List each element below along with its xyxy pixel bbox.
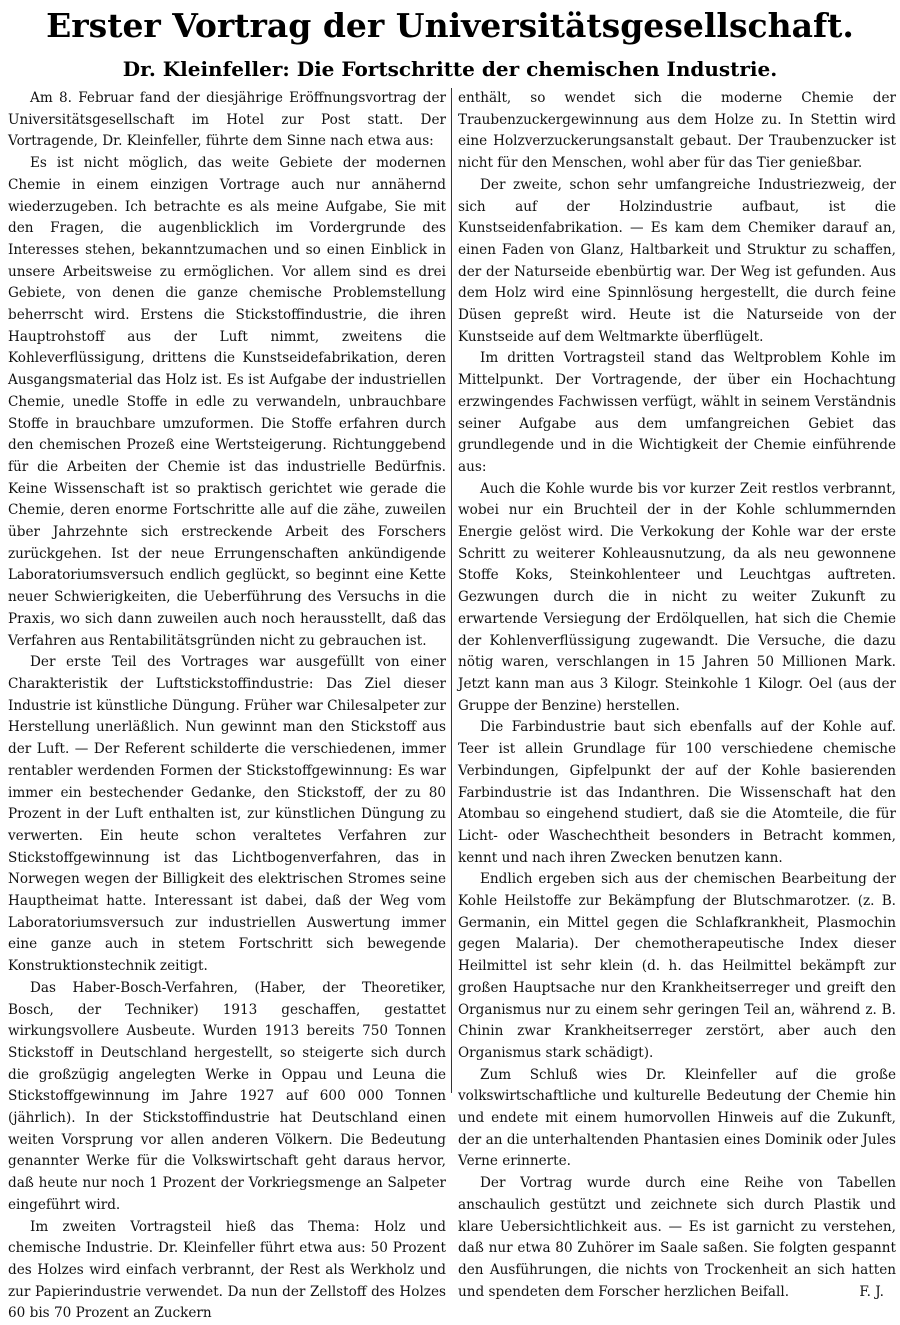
paragraph: Im zweiten Vortragsteil hieß das Thema: Holz und chemische Industrie. Dr. Kleinfeller führt etwa aus: 50 Prozent des Holzes wird einfach verbrannt, der Rest als Werkholz und zur Papierindustrie verwendet. Da nun der Zellstoff des Holzes 60 bis 70 Prozent an Zuckern — [8, 1218, 446, 1322]
paragraph: Der zweite, schon sehr umfangreiche Industriezweig, der sich auf der Holzindustrie aufbaut, ist die Kunstseidenfabrikation. — Es kam dem Chemiker darauf an, einen Faden von Glanz, Haltbarkeit und Struktur zu schaffen, der der Naturseide ebenbürtig war. Der Weg ist gefunden. Aus dem Holz wird eine Spinnlösung hergestellt, die durch feine Düsen gepreßt wird. Heute ist die Naturseide von der Kunstseide auf dem Weltmarkte überflügelt. — [458, 176, 896, 345]
paragraph-continued: enthält, so wendet sich die moderne Chemie der Traubenzuckergewinnung aus dem Holze zu. In Stettin wird eine Holzverzuckerungsanstalt gebaut. Der Traubenzucker ist nicht für den Menschen, wohl aber für das Tier genießbar. — [458, 90, 896, 172]
paragraph: Endlich ergeben sich aus der chemischen Bearbeitung der Kohle Heilstoffe zur Bekämpfung der Blutschmarotzer. (z. B. Germanin, ein Mittel gegen die Schlafkrankheit, Plasmochin gegen Malaria). Der chemotherapeutische Index dieser Heilmittel ist sehr klein (d. h. das Heilmittel bekämpft zur großen Hauptsache nur den Krankheitserreger und greift den Organismus nur zu einem sehr geringen Teil an, während z. B. Chinin zwar Krankheitserreger zerstört, aber auch den Organismus stark schädigt). — [458, 871, 896, 1061]
column-divider — [451, 88, 452, 1093]
subheadline: Dr. Kleinfeller: Die Fortschritte der chemischen Industrie. — [122, 57, 778, 81]
paragraph: Der erste Teil des Vortrages war ausgefüllt von einer Charakteristik der Luftstickstoffindustrie: Das Ziel dieser Industrie ist künstliche Düngung. Früher war Chilesalpeter zur Herstellung unerläßlich. Nun gewinnt man den Stickstoff aus der Luft. — Der Referent schilderte die verschiedenen, immer rentabler werdenden Formen der Stickstoffgewinnung: Es war immer ein bestechender Gedanke, den Stickstoff, der zu 80 Prozent in der Luft enthalten ist, zur künstlichen Düngung zu verwerten. Ein heute schon veraltetes Verfahren zur Stickstoffgewinnung ist das Lichtbogenverfahren, das in Norwegen wegen der Billigkeit des elektrischen Stromes seine Hauptheimat hatte. Interessant ist dabei, daß der Weg vom Laboratoriumsversuch zur industriellen Auswertung immer eine ganze auch in stetem Fortschritt sich bewegende Konstruktionstechnik zeitigt. — [8, 654, 446, 975]
paragraph: Die Farbindustrie baut sich ebenfalls auf der Kohle auf. Teer ist allein Grundlage für 100 verschiedene chemische Verbindungen, Gipfelpunkt der auf der Kohle basierenden Farbindustrie ist das Indanthren. Die Wissenschaft hat den Atombau so eingehend studiert, daß sie die Atomteile, die für Licht- oder Waschechtheit besonders in Betracht kommen, kennt und nach ihren Zwecken benutzen kann. — [458, 719, 896, 866]
paragraph: Zum Schluß wies Dr. Kleinfeller auf die große volkswirtschaftliche und kulturelle Bedeutung der Chemie hin und endete mit einem humorvollen Hinweis auf die Zukunft, der an die unterhaltenden Phantasien eines Dominik oder Jules Verne erinnerte. — [458, 1066, 896, 1170]
paragraph: Am 8. Februar fand der diesjährige Eröffnungsvortrag der Universitätsgesellschaft im Hotel zur Post statt. Der Vortragende, Dr. Kleinfeller, führte dem Sinne nach etwa aus: — [8, 90, 446, 150]
paragraph: Der Vortrag wurde durch eine Reihe von Tabellen anschaulich gestützt und zeichnete sich durch Plastik und klare Uebersichtlichkeit aus. — Es ist garnicht zu verstehen, daß nur etwa 80 Zuhörer im Saale saßen. Sie folgten gespannt den Ausführungen, die nichts von Trockenheit an sich hatten und spendeten dem Forscher herzlichen Beifall. — [458, 1175, 896, 1300]
article-column-left — [8, 88, 446, 1325]
article-column-right — [458, 88, 896, 1303]
headline: Erster Vortrag der Universitätsgesellschaft. — [46, 6, 854, 45]
paragraph: Auch die Kohle wurde bis vor kurzer Zeit restlos verbrannt, wobei nur ein Bruchteil der in der Kohle schlummernden Energie gelöst wird. Die Verkokung der Kohle war der erste Schritt zu weiterer Kohleausnutzung, da als neu gewonnene Stoffe Koks, Steinkohlenteer und Leuchtgas auftreten. Gezwungen durch die in nicht zu weiter Zukunft zu erwartende Versiegung der Erdölquellen, hat sich die Chemie der Kohlenverflüssigung zugewandt. Die Versuche, die dazu nötig waren, verschlangen in 15 Jahren 50 Millionen Mark. Jetzt kann man aus 3 Kilogr. Steinkohle 1 Kilogr. Oel (aus der Gruppe der Benzine) herstellen. — [458, 480, 896, 714]
paragraph: Es ist nicht möglich, das weite Gebiete der modernen Chemie in einem einzigen Vortrage auch nur annähernd wiederzugeben. Ich betrachte es als meine Aufgabe, Sie mit den Fragen, die augenblicklich im Vordergrunde des Interesses stehen, bekanntzumachen und so einen Einblick in unsere Arbeitsweise zu ermöglichen. Vor allem sind es drei Gebiete, von denen die ganze chemische Problemstellung beherrscht wird. Erstens die Stickstoffindustrie, die ihren Hauptrohstoff aus der Luft nimmt, zweitens die Kohleverflüssigung, drittens die Kunstseidefabrikation, deren Ausgangsmaterial das Holz ist. Es ist Aufgabe der industriellen Chemie, unedle Stoffe in edle zu verwandeln, unbrauchbare Stoffe in brauchbare umzuformen. Die Stoffe erfahren durch den chemischen Prozeß eine Wertsteigerung. Richtunggebend für die Arbeiten der Chemie ist das industrielle Bedürfnis. Keine Wissenschaft ist so praktisch gerichtet wie gerade die Chemie, deren enorme Fortschritte alle auf die zähe, zuweilen über Jahrzehnte sich erstreckende Arbeit des Forschers zurückgehen. Ist der neue Errungenschaften ankündigende Laboratoriumsversuch endlich geglückt, so beginnt eine Kette neuer Schwierigkeiten, die Ueberführung des Versuchs in die Praxis, wo sich dann zuweilen auch noch herausstellt, daß das Verfahren aus Rentabilitätsgründen nicht zu gebrauchen ist. — [8, 155, 446, 649]
paragraph: Das Haber-Bosch-Verfahren, (Haber, der Theoretiker, Bosch, der Techniker) 1913 geschaffen, gestattet wirkungsvollere Ausbeute. Wurden 1913 bereits 750 Tonnen Stickstoff in Deutschland hergestellt, so steigerte sich durch die großzügig angelegten Werke in Oppau und Leuna die Stickstoffgewinnung im Jahre 1927 auf 600 000 Tonnen (jährlich). In der Stickstoffindustrie hat Deutschland einen weiten Vorsprung vor allen anderen Völkern. Die Bedeutung genannter Werke für die Volkswirtschaft geht daraus hervor, daß heute nur noch 1 Prozent der Vorkriegsmenge an Salpeter eingeführt wird. — [8, 979, 446, 1213]
author-signature: F. J. — [859, 1283, 884, 1300]
paragraph: Im dritten Vortragsteil stand das Weltproblem Kohle im Mittelpunkt. Der Vortragende, der über ein Hochachtung erzwingendes Fachwissen verfügt, wählt in seinem Verständnis seiner Aufgabe aus dem umfangreichen Gebiet das grundlegende und in die Wichtigkeit der Chemie einführende aus: — [458, 350, 896, 475]
